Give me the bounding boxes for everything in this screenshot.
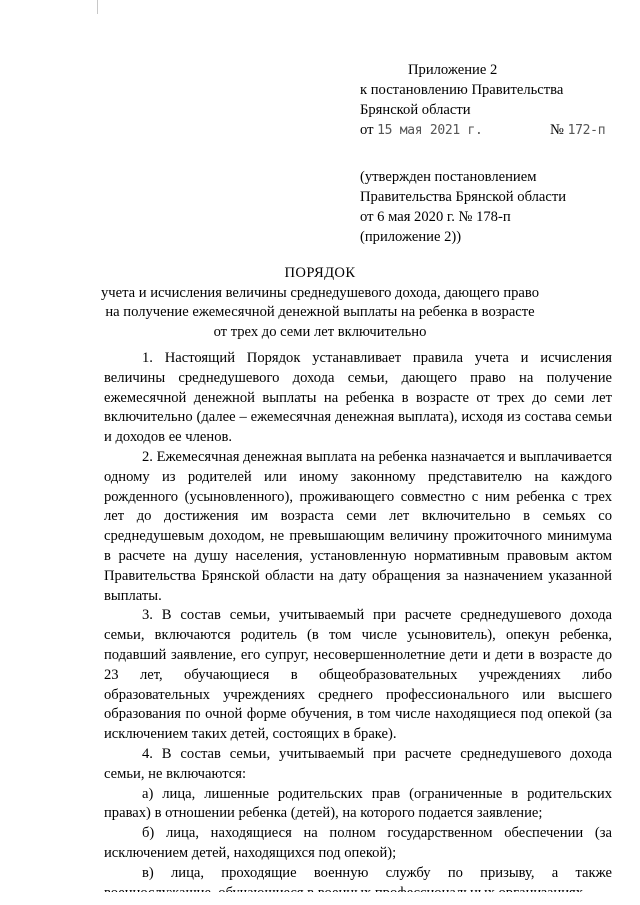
number-stamp: 172-п xyxy=(567,123,606,138)
paragraph-4b: б) лица, находящиеся на полном государственном обеспечении (за исключением детей, находящихся под опекой); xyxy=(104,825,612,861)
approved-line: Правительства Брянской области xyxy=(360,189,567,205)
paragraph-4: 4. В состав семьи, учитываемый при расчете среднедушевого дохода семьи, не включаются: xyxy=(104,745,612,782)
document-title xyxy=(0,264,640,342)
approved-line: от 6 мая 2020 г. № 178-п xyxy=(360,209,511,225)
paragraph-4v: в) лица, проходящие военную службу по призыву, а также xyxy=(142,864,612,881)
title-line: на получение ежемесячной денежной выплаты на ребенка в возрасте xyxy=(105,304,535,321)
approved-line: (приложение 2)) xyxy=(360,229,462,245)
paragraph-3: 3. В состав семьи, учитываемый при расчете среднедушевого дохода семьи, включаются родитель (в том числе усыновитель), опекун ребенка, подавший заявление, его супруг, несовершеннолетние дети и дети в возрасте до 23 лет, обучающиеся в общеобразовательных учреждениях либо образовательных учреждениях среднего профессионального или высшего образования по очной форме обучения, в том числе находящиеся под опекой (за исключением таких детей, состоящих в браке). xyxy=(104,607,612,743)
appendix-number: Приложение 2 xyxy=(408,62,498,78)
appendix-region: Брянской области xyxy=(360,102,471,118)
appendix-resolution: к постановлению Правительства xyxy=(360,82,564,98)
approved-line: (утвержден постановлением xyxy=(360,169,537,185)
title-line: от трех до семи лет включительно xyxy=(213,323,427,340)
title-line: учета и исчисления величины среднедушевого дохода, дающего право xyxy=(100,284,539,301)
date-prefix: от xyxy=(360,122,374,138)
number-prefix: № xyxy=(550,122,564,138)
page-bottom-edge xyxy=(0,892,640,905)
paragraph-2: 2. Ежемесячная денежная выплата на ребенка назначается и выплачивается одному из родителей или иному законному представителю на каждого рожденного (усыновленного), проживающего совместно с ним ребенка с трех лет до достижения им возраста семи лет включительно в семьях со среднедушевым доходом, не превышающим величину прожиточного минимума в расчете на душу населения, установленную нормативным правовым актом Правительства Брянской области на дату обращения за назначением указанной выплаты. xyxy=(104,448,612,604)
date-stamp: 15 мая 2021 г. xyxy=(377,123,483,138)
page-margin-mark xyxy=(97,0,98,14)
paragraph-1: 1. Настоящий Порядок устанавливает правила учета и исчисления величины среднедушевого дохода семьи, дающего право на получение ежемесячной денежной выплаты на ребенка в возрасте от трех до семи лет включительно (далее – ежемесячная денежная выплата), исходя из состава семьи и доходов ее членов. xyxy=(104,350,612,446)
appendix-date-row xyxy=(360,120,620,141)
appendix-header xyxy=(360,60,620,247)
number-group xyxy=(550,120,605,141)
title-heading: ПОРЯДОК xyxy=(284,265,356,281)
approved-note xyxy=(360,167,620,247)
paragraph-4a: а) лица, лишенные родительских прав (ограниченные в родительских правах) в отношении ребенка (детей), на которого подается заявление; xyxy=(104,785,612,822)
document-body xyxy=(104,349,612,903)
